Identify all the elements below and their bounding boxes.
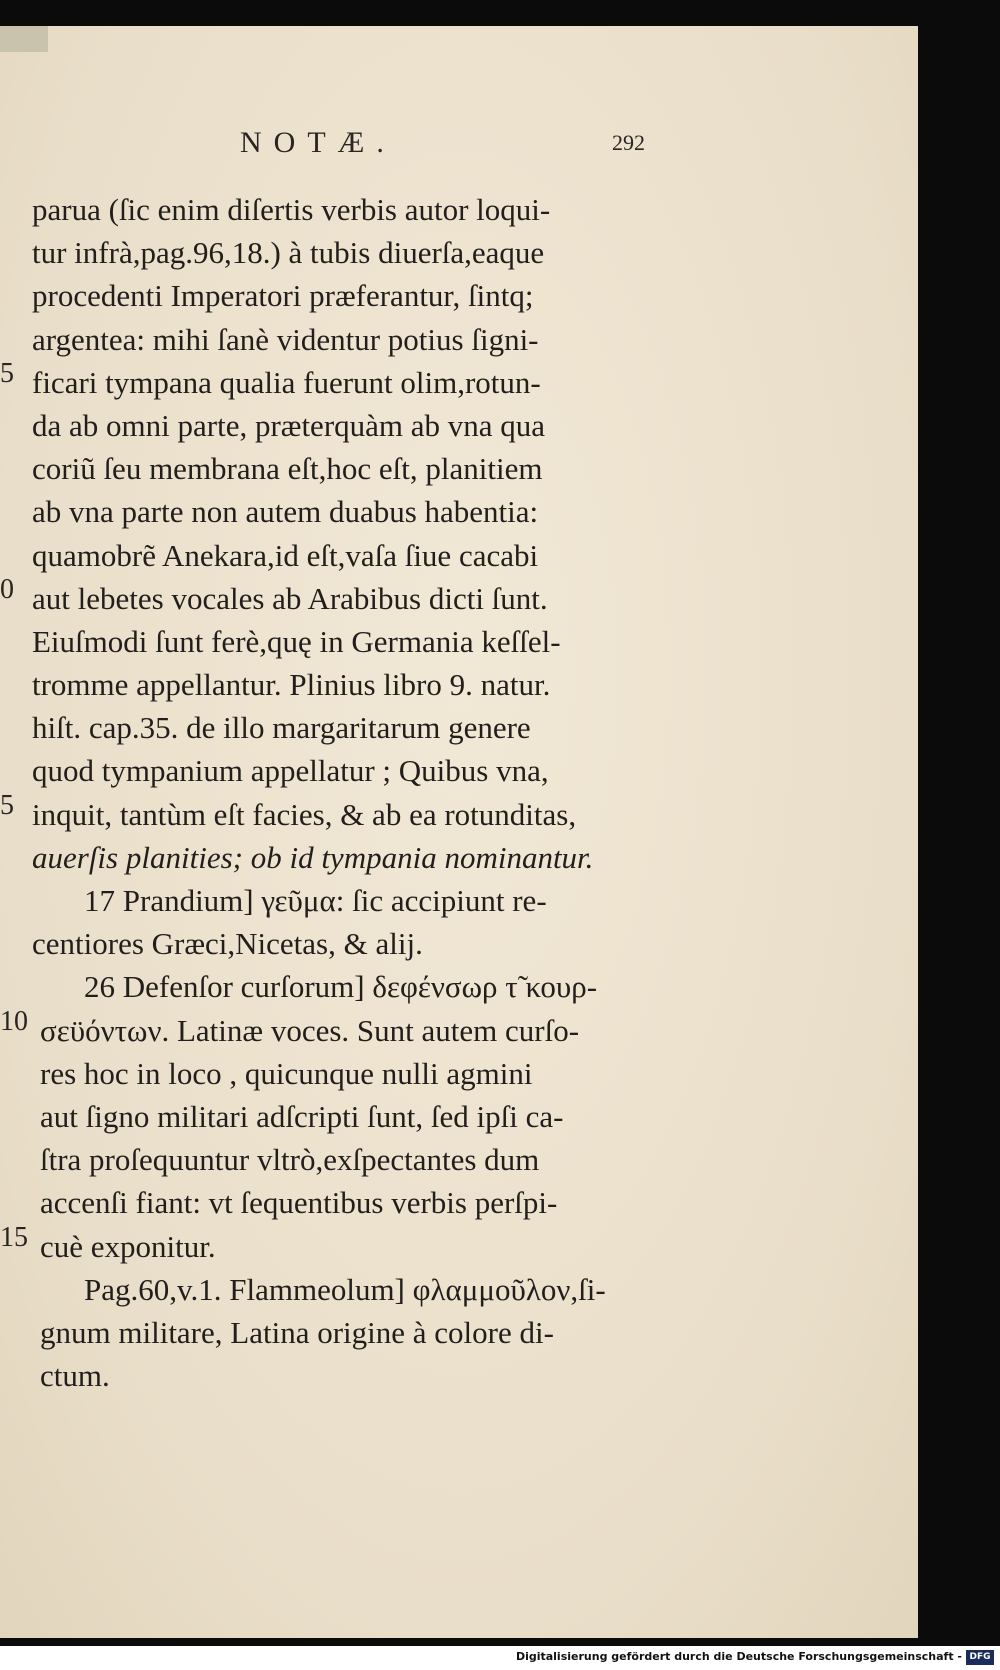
text-line: argentea: mihi ſanè videntur potius ſigni- (32, 321, 539, 357)
text-line: Pag.60,v.1. Flammeolum] φλαμμοῦλον,ſi- (84, 1271, 606, 1307)
text-line: gnum militare, Latina origine à colore di- (40, 1314, 554, 1350)
text-line: ctum. (40, 1358, 110, 1394)
text-line: σεϋόντων. Latinæ voces. Sunt autem curſo- (40, 1012, 580, 1048)
text-line: tur infrà,pag.96,18.) à tubis diuerſa,eaque (32, 235, 545, 271)
dfg-logo-icon: DFG (966, 1650, 994, 1665)
text-line: aut ſigno militari adſcripti ſunt, ſed ipſi ca- (40, 1098, 564, 1134)
text-line: 17 Prandium] γεῦμα: ſic accipiunt re- (84, 883, 547, 918)
book-page (0, 26, 918, 1638)
running-title: NOTÆ. (240, 126, 396, 159)
text-line: res hoc in loco , quicunque nulli agmini (40, 1055, 533, 1091)
digitization-footer (0, 1646, 1000, 1670)
text-line: da ab omni parte, præterquàm ab vna qua (32, 407, 546, 443)
body-text (32, 188, 682, 1397)
text-line: coriũ ſeu membrana eſt,hoc eſt, planitiem (32, 451, 543, 487)
text-line: auerſis planities; ob id tympania nominantur. (32, 839, 594, 875)
funding-credit: Digitalisierung gefördert durch die Deutsche Forschungsgemeinschaft - (515, 1650, 962, 1663)
margin-line-number: 10 (0, 1006, 28, 1037)
text-line: parua (ſic enim diſertis verbis autor loqui- (32, 192, 551, 227)
page-number: 292 (612, 130, 645, 155)
text-line: ficari tympana qualia fuerunt olim,rotun- (32, 364, 541, 400)
text-line: quod tympanium appellatur ; Quibus vna, (32, 753, 549, 789)
text-line: Eiuſmodi ſunt ferè,quę in Germania keſſel- (32, 623, 561, 659)
margin-line-number: 15 (0, 1222, 28, 1253)
text-line: inquit, tantùm eſt facies, & ab ea rotunditas, (32, 796, 577, 832)
text-line: aut lebetes vocales ab Arabibus dicti ſunt. (32, 580, 548, 616)
text-line: quamobrẽ Anekara,id eſt,vaſa ſiue cacabi (32, 537, 539, 573)
text-line: ſtra proſequuntur vltrò,exſpectantes dum (40, 1142, 540, 1178)
page-corner-tab (0, 26, 48, 52)
text-line: ab vna parte non autem duabus habentia: (32, 494, 539, 530)
text-line: centiores Græci,Nicetas, & alij. (32, 926, 423, 962)
text-line: tromme appellantur. Plinius libro 9. natur. (32, 667, 551, 703)
margin-line-number: 5 (0, 358, 14, 389)
text-line: 26 Defenſor curſorum] δεφένσωρ τ̃ κουρ- (84, 969, 598, 1005)
margin-line-number: 5 (0, 790, 14, 821)
text-line: cuè exponitur. (40, 1228, 216, 1264)
margin-line-number: 0 (0, 574, 14, 605)
text-line: accenſi fiant: vt ſequentibus verbis perſpi- (40, 1185, 558, 1221)
text-line: procedenti Imperatori præferantur, ſintq; (32, 278, 534, 314)
text-line: hiſt. cap.35. de illo margaritarum genere (32, 710, 531, 746)
page-header (0, 126, 918, 176)
